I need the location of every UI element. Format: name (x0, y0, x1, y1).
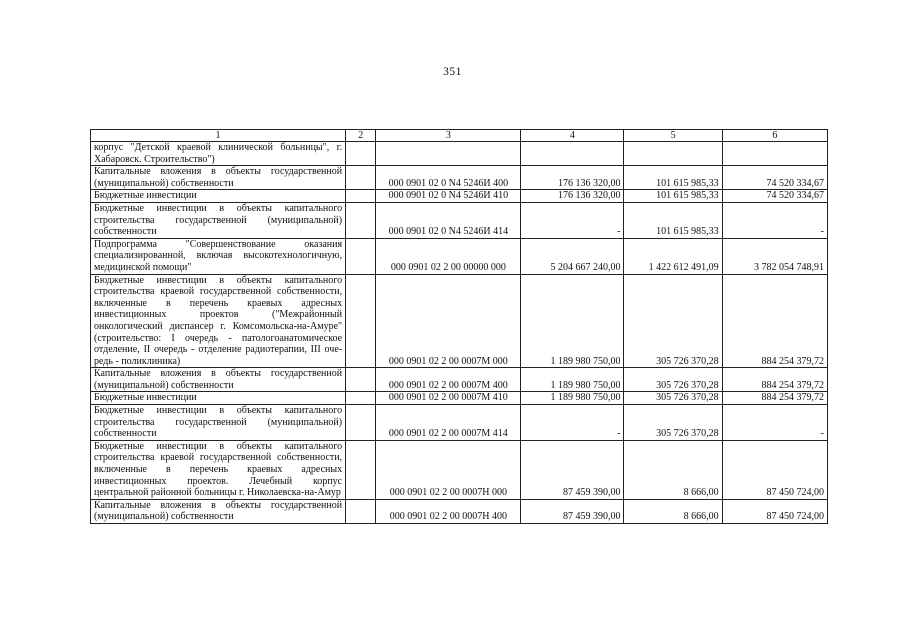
row-value-col4: 1 189 980 750,00 (521, 368, 624, 392)
row-value-col4: - (521, 202, 624, 238)
row-value-col4: 87 459 390,00 (521, 440, 624, 499)
row-col2-cell (346, 274, 376, 368)
row-value-col4: 5 204 667 240,00 (521, 238, 624, 274)
row-col2-cell (346, 392, 376, 405)
row-code-cell: 000 0901 02 2 00 00000 000 (376, 238, 521, 274)
table-row (91, 142, 828, 166)
table-row (91, 368, 828, 392)
row-code-cell (376, 142, 521, 166)
header-cell-5: 5 (624, 130, 722, 142)
header-cell-2: 2 (346, 130, 376, 142)
header-cell-6: 6 (722, 130, 827, 142)
row-name-cell: Подпрограмма "Совершенствование оказания специализированной, включая высокотехнологичную, медицинской помощи" (91, 238, 346, 274)
row-value-col6: 74 520 334,67 (722, 166, 827, 190)
table-row (91, 274, 828, 368)
row-col2-cell (346, 142, 376, 166)
row-name-cell: Бюджетные инвестиции (91, 392, 346, 405)
row-value-col5: 305 726 370,28 (624, 392, 722, 405)
row-value-col6: - (722, 202, 827, 238)
row-value-col5: 8 666,00 (624, 440, 722, 499)
table-row (91, 238, 828, 274)
row-col2-cell (346, 202, 376, 238)
row-value-col5: 1 422 612 491,09 (624, 238, 722, 274)
row-value-col4: - (521, 405, 624, 441)
row-value-col6: 884 254 379,72 (722, 368, 827, 392)
row-col2-cell (346, 368, 376, 392)
row-name-cell: Капитальные вложения в объекты государственной (муниципальной) собственности (91, 368, 346, 392)
row-value-col5 (624, 142, 722, 166)
row-value-col5: 101 615 985,33 (624, 202, 722, 238)
row-value-col5: 8 666,00 (624, 499, 722, 523)
row-value-col4: 1 189 980 750,00 (521, 274, 624, 368)
table-row (91, 499, 828, 523)
row-value-col5: 305 726 370,28 (624, 405, 722, 441)
row-name-cell: Бюджетные инвестиции в объекты капитального строительства краевой государственной собственности, включенные в перечень краевых адресных инвестиционных проектов ("Межрайонный онкологический диспансер г. Комсомольска-на-Амуре" (строительство: I очередь - патологоанатомическое отделение, II очередь - отделение радиотерапии, III очередь - поликлиника) (91, 274, 346, 368)
budget-table-body (91, 130, 828, 524)
row-value-col6: 884 254 379,72 (722, 274, 827, 368)
row-code-cell: 000 0901 02 2 00 0007М 400 (376, 368, 521, 392)
row-value-col6: 884 254 379,72 (722, 392, 827, 405)
table-row (91, 440, 828, 499)
page-number: 351 (443, 66, 462, 78)
row-code-cell: 000 0901 02 0 N4 5246И 414 (376, 202, 521, 238)
row-value-col4: 176 136 320,00 (521, 190, 624, 203)
row-code-cell: 000 0901 02 0 N4 5246И 410 (376, 190, 521, 203)
table-header-row (91, 130, 828, 142)
row-value-col5: 305 726 370,28 (624, 274, 722, 368)
budget-table (90, 129, 828, 524)
row-value-col6 (722, 142, 827, 166)
header-cell-4: 4 (521, 130, 624, 142)
row-col2-cell (346, 190, 376, 203)
table-row (91, 392, 828, 405)
row-name-cell: Бюджетные инвестиции в объекты капитального строительства государственной (муниципальной) собственности (91, 202, 346, 238)
row-value-col5: 101 615 985,33 (624, 166, 722, 190)
header-cell-1: 1 (91, 130, 346, 142)
row-col2-cell (346, 440, 376, 499)
header-cell-3: 3 (376, 130, 521, 142)
row-name-cell: Капитальные вложения в объекты государственной (муниципальной) собственности (91, 166, 346, 190)
row-value-col4: 87 459 390,00 (521, 499, 624, 523)
row-name-cell: Бюджетные инвестиции (91, 190, 346, 203)
table-row (91, 190, 828, 203)
row-code-cell: 000 0901 02 0 N4 5246И 400 (376, 166, 521, 190)
row-code-cell: 000 0901 02 2 00 0007М 410 (376, 392, 521, 405)
row-col2-cell (346, 166, 376, 190)
row-col2-cell (346, 238, 376, 274)
row-value-col4: 1 189 980 750,00 (521, 392, 624, 405)
row-code-cell: 000 0901 02 2 00 0007Н 000 (376, 440, 521, 499)
row-code-cell: 000 0901 02 2 00 0007Н 400 (376, 499, 521, 523)
row-col2-cell (346, 499, 376, 523)
row-value-col5: 101 615 985,33 (624, 190, 722, 203)
row-name-cell: Бюджетные инвестиции в объекты капитального строительства государственной (муниципальной) собственности (91, 405, 346, 441)
row-name-cell: Бюджетные инвестиции в объекты капитального строительства краевой государственной собственности, включенные в перечень краевых адресных инвестиционных проектов. Лечебный корпус центральной районной больницы г. Николаевска-на-Амур (91, 440, 346, 499)
row-code-cell: 000 0901 02 2 00 0007М 000 (376, 274, 521, 368)
row-name-cell: корпус "Детской краевой клинической больницы", г. Хабаровск. Строительство") (91, 142, 346, 166)
table-row (91, 166, 828, 190)
row-value-col5: 305 726 370,28 (624, 368, 722, 392)
row-value-col6: 87 450 724,00 (722, 499, 827, 523)
row-value-col4: 176 136 320,00 (521, 166, 624, 190)
row-code-cell: 000 0901 02 2 00 0007М 414 (376, 405, 521, 441)
table-row (91, 202, 828, 238)
table-row (91, 405, 828, 441)
row-value-col6: 74 520 334,67 (722, 190, 827, 203)
row-name-cell: Капитальные вложения в объекты государственной (муниципальной) собственности (91, 499, 346, 523)
row-value-col6: 3 782 054 748,91 (722, 238, 827, 274)
row-value-col6: - (722, 405, 827, 441)
row-value-col4 (521, 142, 624, 166)
row-col2-cell (346, 405, 376, 441)
row-value-col6: 87 450 724,00 (722, 440, 827, 499)
